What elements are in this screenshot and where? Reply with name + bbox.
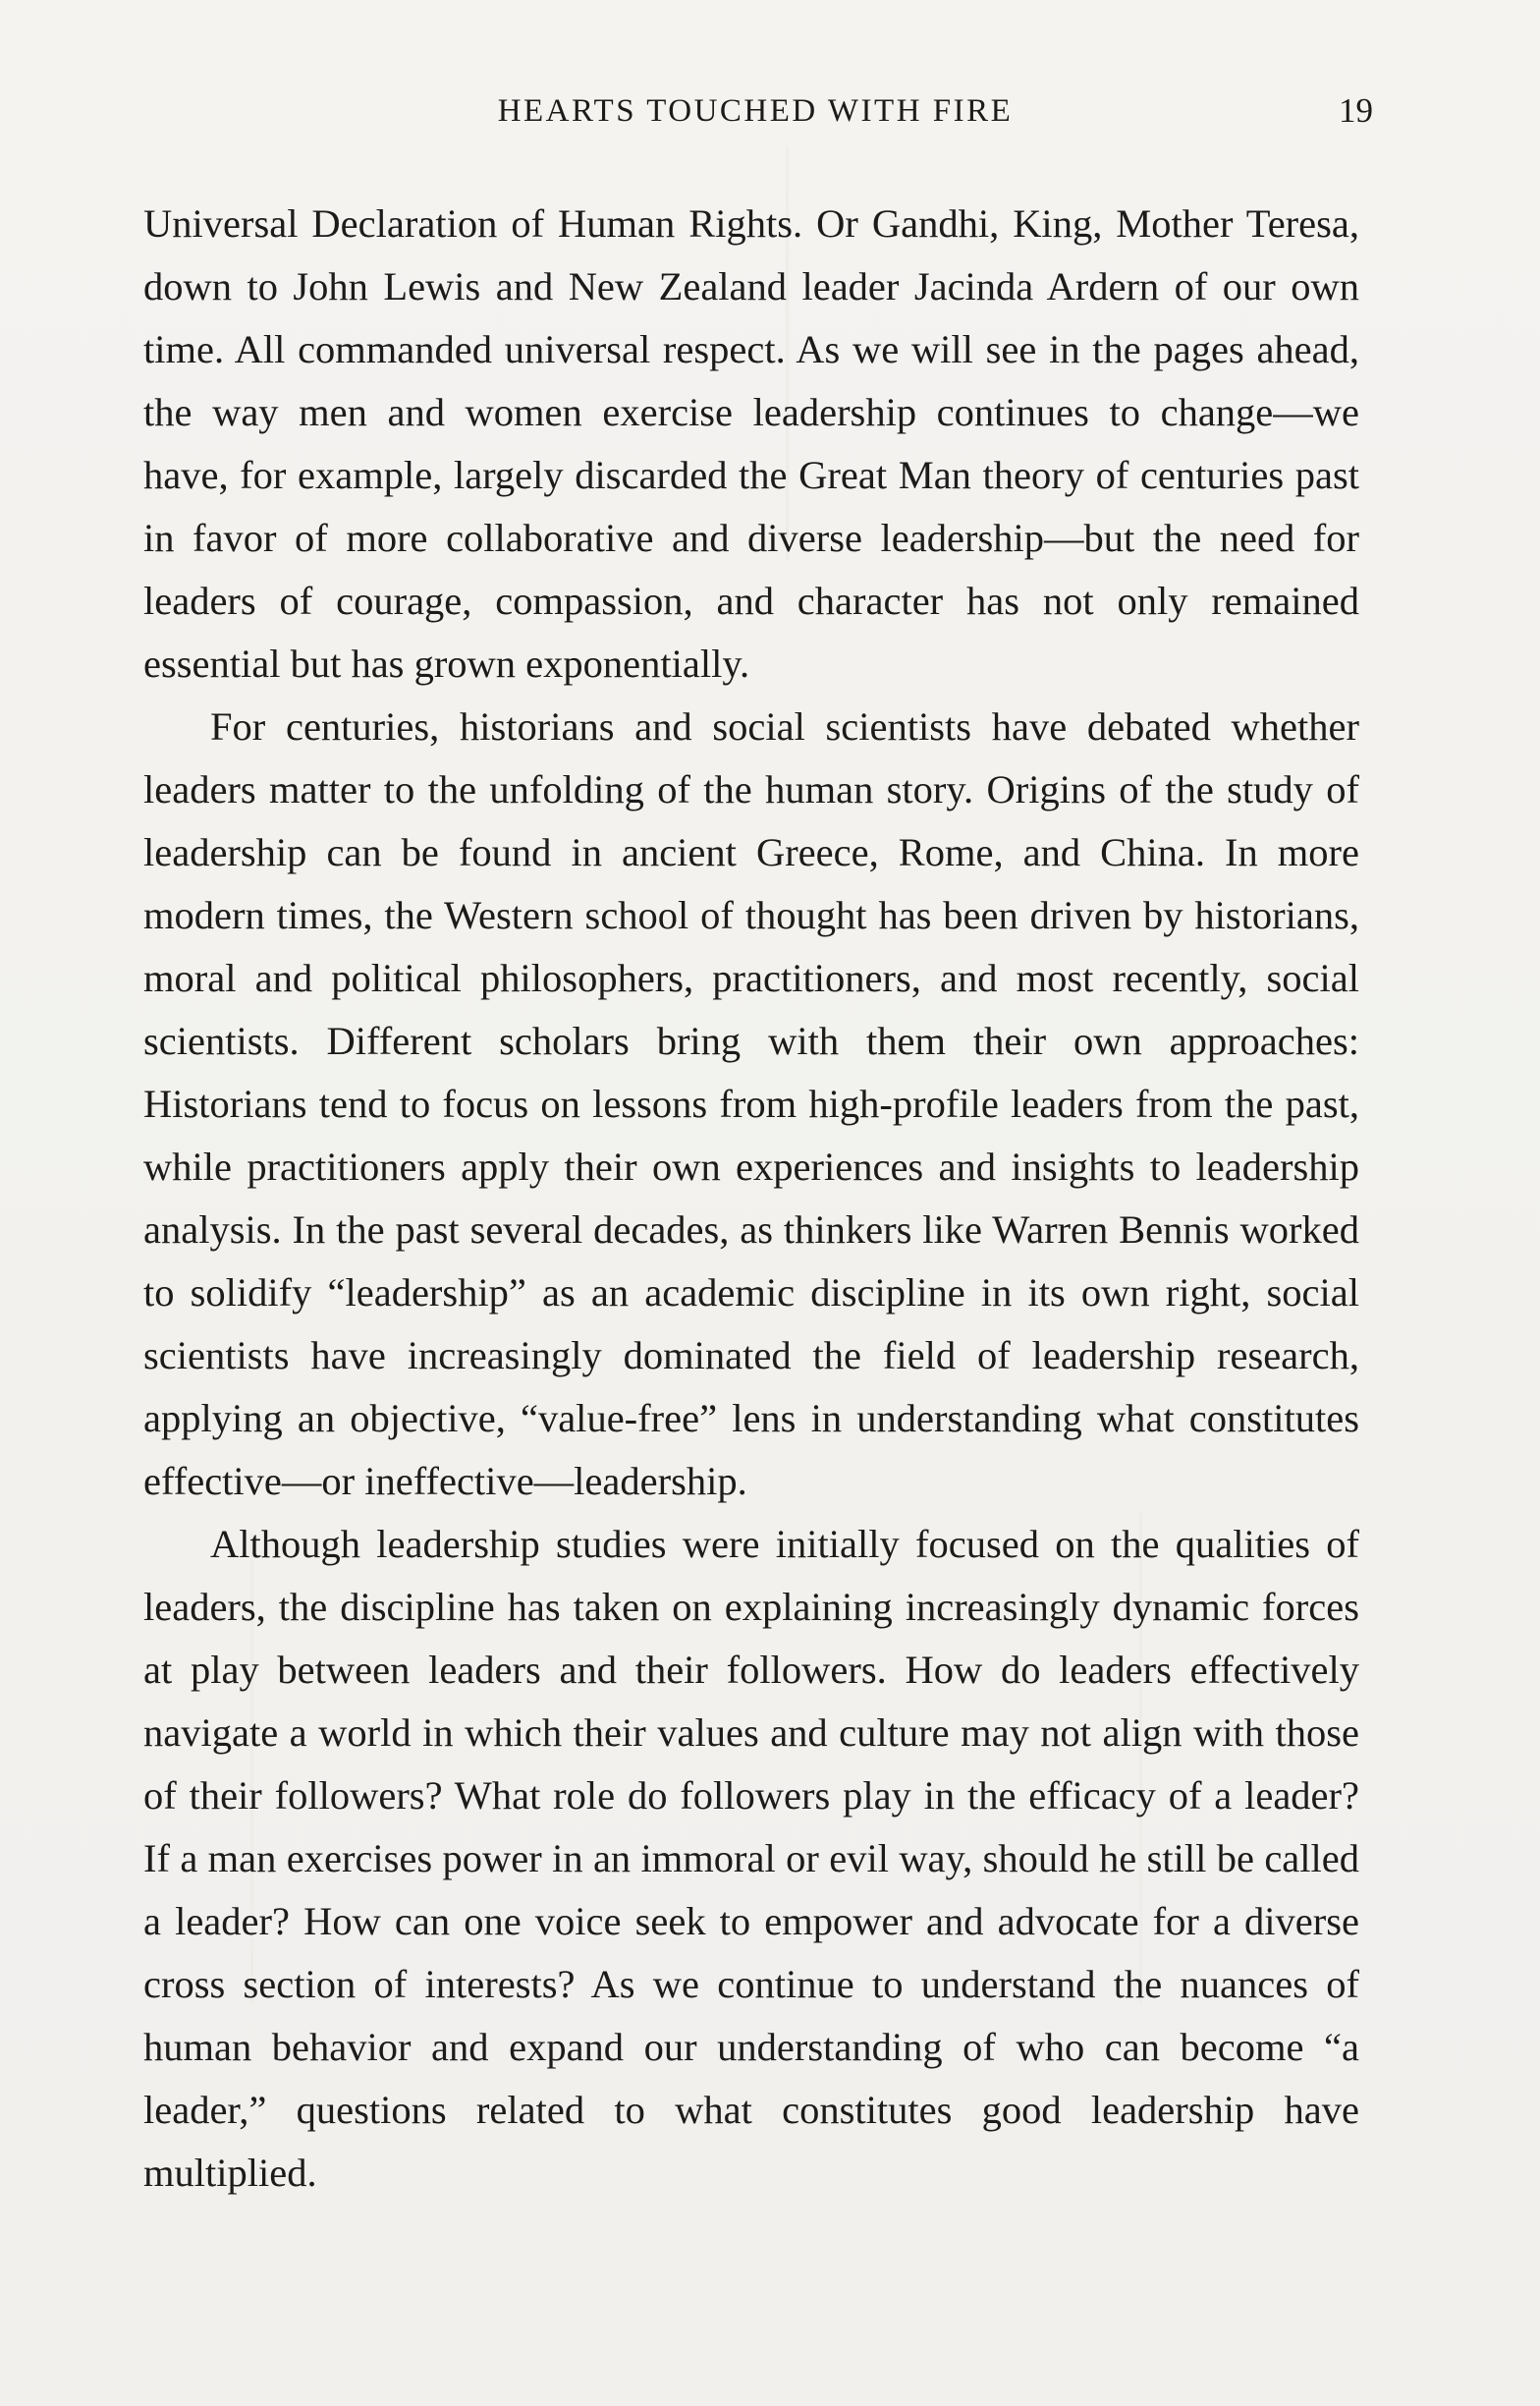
running-title: HEARTS TOUCHED WITH FIRE	[497, 93, 1014, 129]
paragraph: Although leadership studies were initially focused on the qualities of leaders, the discipline has taken on explaining increasingly dynamic forces at play between leaders and their followers. How do leaders effectively navigate a world in which their values and culture may not align with those of their followers? What role do followers play in the efficacy of a leader? If a man exercises power in an immoral or evil way, should he still be called a leader? How can one voice seek to empower and advocate for a diverse cross section of interests? As we continue to understand the nuances of human behavior and expand our understanding of who can become “a leader,” questions related to what constitutes good leadership have multiplied.	[143, 1522, 1359, 2195]
paragraph: For centuries, historians and social scientists have debated whether leaders matter to the unfolding of the human story. Origins of the study of leadership can be found in ancient Greece, Rome, and China. In more modern times, the Western school of thought has been driven by historians, moral and political philosophers, practitioners, and most recently, social scientists. Different scholars bring with them their own approaches: Historians tend to focus on lessons from high-profile leaders from the past, while practitioners apply their own experiences and insights to leadership analysis. In the past several decades, as thinkers like Warren Bennis worked to solidify “leadership” as an academic discipline in its own right, social scientists have increasingly dominated the field of leadership research, applying an objective, “value-free” lens in understanding what constitutes effective—or ineffective—leadership.	[143, 704, 1359, 1503]
running-head	[138, 86, 1373, 136]
body-text	[143, 193, 1359, 2205]
paragraph: Universal Declaration of Human Rights. Or Gandhi, King, Mother Teresa, down to John Lewis and New Zealand leader Jacinda Ardern of our own time. All commanded universal respect. As we will see in the pages ahead, the way men and women exercise leadership continues to change—we have, for example, largely discarded the Great Man theory of centuries past in favor of more collaborative and diverse leadership—but the need for leaders of courage, compassion, and character has not only remained essential but has grown exponentially.	[143, 201, 1359, 686]
page-number: 19	[1339, 91, 1373, 130]
